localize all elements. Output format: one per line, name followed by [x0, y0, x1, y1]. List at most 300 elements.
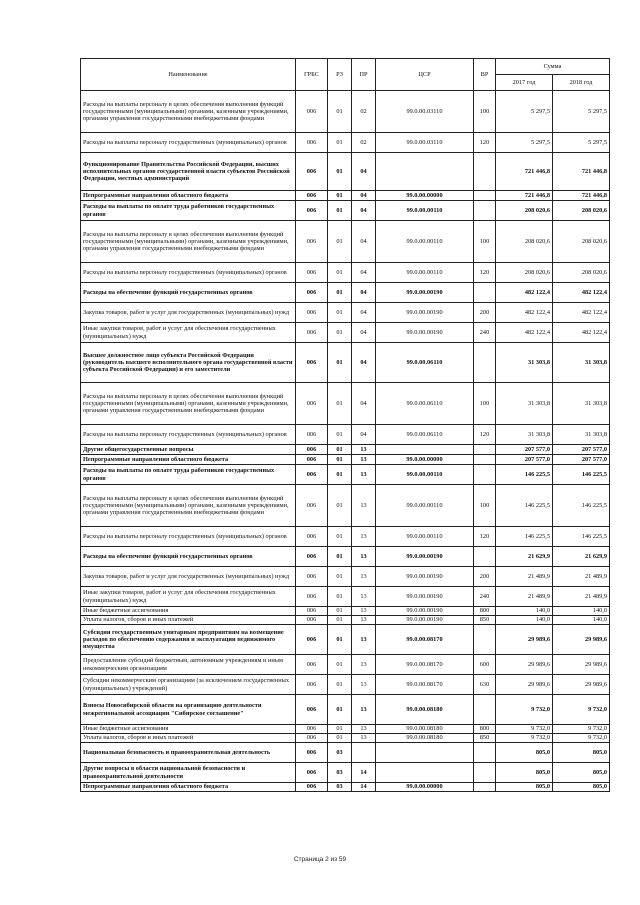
cell-sum-2018: 29 989,6 — [553, 655, 610, 675]
cell-pr: 14 — [352, 763, 376, 783]
cell-grbs: 006 — [296, 763, 328, 783]
cell-grbs: 006 — [296, 323, 328, 343]
cell-vr — [474, 153, 496, 191]
cell-pr: 04 — [352, 201, 376, 221]
cell-name: Закупка товаров, работ и услуг для государственных (муниципальных) нужд — [81, 567, 296, 587]
cell-grbs: 006 — [296, 153, 328, 191]
cell-sum-2018: 29 989,6 — [553, 675, 610, 695]
cell-name: Уплата налогов, сборов и иных платежей — [81, 616, 296, 625]
cell-rz: 01 — [328, 263, 352, 283]
cell-sum-2017: 9 732,0 — [496, 734, 553, 743]
cell-csr: 99.0.00.00190 — [376, 587, 474, 607]
cell-sum-2018: 5 297,5 — [553, 133, 610, 153]
cell-csr: 99.0.00.08180 — [376, 725, 474, 734]
cell-pr: 04 — [352, 153, 376, 191]
cell-rz: 01 — [328, 283, 352, 303]
cell-sum-2017: 29 989,6 — [496, 675, 553, 695]
cell-sum-2018: 140,0 — [553, 616, 610, 625]
cell-grbs: 006 — [296, 133, 328, 153]
table-row — [81, 763, 610, 783]
cell-sum-2017: 146 225,5 — [496, 485, 553, 527]
cell-sum-2017: 805,0 — [496, 783, 553, 792]
cell-rz: 01 — [328, 625, 352, 655]
cell-sum-2017: 721 446,8 — [496, 153, 553, 191]
cell-pr: 13 — [352, 625, 376, 655]
cell-pr: 04 — [352, 343, 376, 383]
cell-csr: 99.0.00.00190 — [376, 547, 474, 567]
cell-name: Национальная безопасность и правоохранительная деятельность — [81, 743, 296, 763]
cell-rz: 01 — [328, 221, 352, 263]
cell-pr: 13 — [352, 695, 376, 725]
cell-pr: 13 — [352, 725, 376, 734]
table-row — [81, 607, 610, 616]
cell-pr: 04 — [352, 283, 376, 303]
cell-vr: 850 — [474, 734, 496, 743]
table-row — [81, 455, 610, 465]
table-row — [81, 567, 610, 587]
cell-rz: 01 — [328, 465, 352, 485]
table-row — [81, 527, 610, 547]
cell-pr: 13 — [352, 675, 376, 695]
cell-rz: 03 — [328, 743, 352, 763]
cell-sum-2018: 31 303,8 — [553, 383, 610, 425]
cell-grbs: 006 — [296, 725, 328, 734]
table-row — [81, 655, 610, 675]
cell-rz: 01 — [328, 303, 352, 323]
cell-csr: 99.0.00.00190 — [376, 616, 474, 625]
cell-grbs: 006 — [296, 547, 328, 567]
cell-sum-2018: 21 629,9 — [553, 547, 610, 567]
cell-vr: 120 — [474, 527, 496, 547]
cell-name: Расходы на выплаты персоналу государственных (муниципальных) органов — [81, 425, 296, 445]
cell-name: Иные бюджетные ассигнования — [81, 725, 296, 734]
cell-name: Расходы на выплаты персоналу государственных (муниципальных) органов — [81, 133, 296, 153]
cell-grbs: 006 — [296, 383, 328, 425]
cell-sum-2018: 207 577,0 — [553, 455, 610, 465]
cell-csr: 99.0.00.00110 — [376, 527, 474, 547]
cell-vr — [474, 783, 496, 792]
cell-pr: 04 — [352, 383, 376, 425]
cell-grbs: 006 — [296, 695, 328, 725]
cell-rz: 01 — [328, 616, 352, 625]
cell-vr — [474, 283, 496, 303]
cell-vr — [474, 445, 496, 455]
table-row — [81, 425, 610, 445]
cell-rz: 01 — [328, 201, 352, 221]
cell-csr: 99.0.00.00110 — [376, 201, 474, 221]
cell-rz: 01 — [328, 425, 352, 445]
cell-rz: 01 — [328, 191, 352, 201]
cell-csr: 99.0.00.08170 — [376, 655, 474, 675]
cell-name: Другие вопросы в области национальной безопасности и правоохранительной деятельности — [81, 763, 296, 783]
cell-name: Иные закупки товаров, работ и услуг для обеспечения государственных (муниципальных) нужд — [81, 587, 296, 607]
cell-vr: 850 — [474, 616, 496, 625]
cell-rz: 01 — [328, 445, 352, 455]
cell-csr: 99.0.00.06110 — [376, 343, 474, 383]
cell-csr — [376, 153, 474, 191]
cell-sum-2018: 208 020,6 — [553, 221, 610, 263]
cell-sum-2017: 805,0 — [496, 763, 553, 783]
table-row — [81, 303, 610, 323]
cell-pr: 04 — [352, 323, 376, 343]
cell-name: Расходы на выплаты персоналу в целях обеспечения выполнения функций государственными (муниципальными) органами, казенными учреждениями, органами управления государственными внебюджетными фондами — [81, 485, 296, 527]
cell-csr: 99.0.00.08180 — [376, 695, 474, 725]
cell-sum-2018: 805,0 — [553, 743, 610, 763]
cell-sum-2017: 208 020,6 — [496, 263, 553, 283]
cell-pr: 13 — [352, 547, 376, 567]
cell-rz: 01 — [328, 734, 352, 743]
cell-sum-2017: 482 122,4 — [496, 283, 553, 303]
cell-name: Расходы на выплаты персоналу государственных (муниципальных) органов — [81, 527, 296, 547]
cell-sum-2017: 9 732,0 — [496, 695, 553, 725]
cell-csr: 99.0.00.08170 — [376, 625, 474, 655]
cell-csr: 99.0.00.00110 — [376, 263, 474, 283]
table-row — [81, 133, 610, 153]
cell-grbs: 006 — [296, 607, 328, 616]
cell-rz: 03 — [328, 783, 352, 792]
cell-grbs: 006 — [296, 263, 328, 283]
cell-pr: 13 — [352, 567, 376, 587]
cell-pr: 13 — [352, 655, 376, 675]
cell-pr — [352, 743, 376, 763]
cell-sum-2018: 482 122,4 — [553, 283, 610, 303]
cell-csr: 99.0.00.08180 — [376, 734, 474, 743]
header-year-2017: 2017 год — [496, 75, 553, 91]
cell-csr: 99.0.00.00190 — [376, 283, 474, 303]
cell-pr: 04 — [352, 221, 376, 263]
cell-grbs: 006 — [296, 675, 328, 695]
cell-csr: 99.0.00.00110 — [376, 221, 474, 263]
cell-name: Расходы на обеспечение функций государственных органов — [81, 283, 296, 303]
cell-sum-2018: 21 489,9 — [553, 567, 610, 587]
cell-name: Другие общегосударственные вопросы — [81, 445, 296, 455]
cell-grbs: 006 — [296, 527, 328, 547]
cell-sum-2017: 208 020,6 — [496, 221, 553, 263]
cell-sum-2018: 9 732,0 — [553, 734, 610, 743]
cell-name: Расходы на выплаты персоналу в целях обеспечения выполнения функций государственными (муниципальными) органами, казенными учреждениями, органами управления государственными внебюджетными фондами — [81, 383, 296, 425]
table-row — [81, 485, 610, 527]
cell-sum-2017: 5 297,5 — [496, 91, 553, 133]
cell-vr — [474, 191, 496, 201]
cell-grbs: 006 — [296, 587, 328, 607]
cell-vr: 100 — [474, 221, 496, 263]
cell-name: Высшее должностное лицо субъекта Российской Федерации (руководитель высшего исполнительного органа государственной власти субъекта Российской Федерации) и его заместители — [81, 343, 296, 383]
cell-pr: 13 — [352, 734, 376, 743]
cell-grbs: 006 — [296, 616, 328, 625]
cell-rz: 01 — [328, 91, 352, 133]
cell-pr: 04 — [352, 425, 376, 445]
header-name: Наименование — [81, 59, 296, 91]
table-row — [81, 465, 610, 485]
cell-name: Взносы Новосибирской области на организацию деятельности межрегиональной ассоциации "Сибирское соглашение" — [81, 695, 296, 725]
cell-csr: 99.0.00.06110 — [376, 425, 474, 445]
cell-sum-2018: 29 989,6 — [553, 625, 610, 655]
cell-grbs: 006 — [296, 567, 328, 587]
cell-grbs: 006 — [296, 455, 328, 465]
cell-vr — [474, 625, 496, 655]
cell-sum-2017: 21 489,9 — [496, 587, 553, 607]
table-row — [81, 383, 610, 425]
cell-vr — [474, 763, 496, 783]
cell-name: Закупка товаров, работ и услуг для государственных (муниципальных) нужд — [81, 303, 296, 323]
cell-rz: 01 — [328, 485, 352, 527]
cell-csr: 99.0.00.00110 — [376, 485, 474, 527]
cell-grbs: 006 — [296, 734, 328, 743]
budget-table — [80, 58, 610, 792]
cell-sum-2017: 5 297,5 — [496, 133, 553, 153]
cell-rz: 01 — [328, 547, 352, 567]
cell-csr: 99.0.00.00190 — [376, 303, 474, 323]
cell-grbs: 006 — [296, 445, 328, 455]
header-sum: Сумма — [496, 59, 610, 75]
cell-grbs: 006 — [296, 743, 328, 763]
cell-name: Предоставление субсидий бюджетным, автономным учреждениям и иным некоммерческим организациям — [81, 655, 296, 675]
cell-rz: 01 — [328, 567, 352, 587]
table-row — [81, 734, 610, 743]
cell-vr: 240 — [474, 587, 496, 607]
table-row — [81, 221, 610, 263]
cell-csr: 99.0.00.00000 — [376, 191, 474, 201]
page-number: Страница 2 из 59 — [293, 856, 347, 863]
cell-sum-2018: 805,0 — [553, 783, 610, 792]
cell-grbs: 006 — [296, 625, 328, 655]
header-pr: ПР — [352, 59, 376, 91]
cell-rz: 01 — [328, 455, 352, 465]
cell-csr: 99.0.00.00190 — [376, 323, 474, 343]
cell-rz: 01 — [328, 675, 352, 695]
cell-grbs: 006 — [296, 485, 328, 527]
cell-vr — [474, 695, 496, 725]
cell-pr: 04 — [352, 191, 376, 201]
cell-sum-2018: 721 446,8 — [553, 191, 610, 201]
cell-name: Непрограммные направления областного бюджета — [81, 455, 296, 465]
cell-pr: 13 — [352, 607, 376, 616]
cell-sum-2017: 207 577,0 — [496, 445, 553, 455]
cell-sum-2018: 805,0 — [553, 763, 610, 783]
cell-grbs: 006 — [296, 201, 328, 221]
cell-rz: 01 — [328, 695, 352, 725]
cell-csr: 99.0.00.03110 — [376, 91, 474, 133]
cell-vr — [474, 465, 496, 485]
cell-rz: 01 — [328, 527, 352, 547]
cell-sum-2017: 207 577,0 — [496, 455, 553, 465]
header-year-2018: 2018 год — [553, 75, 610, 91]
cell-pr: 02 — [352, 91, 376, 133]
header-csr: ЦСР — [376, 59, 474, 91]
cell-csr: 99.0.00.08170 — [376, 675, 474, 695]
cell-rz: 01 — [328, 587, 352, 607]
cell-csr: 99.0.00.00190 — [376, 567, 474, 587]
cell-sum-2018: 721 446,8 — [553, 153, 610, 191]
cell-name: Иные бюджетные ассигнования — [81, 607, 296, 616]
header-grbs: ГРБС — [296, 59, 328, 91]
cell-grbs: 006 — [296, 303, 328, 323]
cell-sum-2018: 9 732,0 — [553, 695, 610, 725]
cell-grbs: 006 — [296, 221, 328, 263]
cell-sum-2017: 29 989,6 — [496, 625, 553, 655]
header-rz: РЗ — [328, 59, 352, 91]
cell-sum-2017: 208 020,6 — [496, 201, 553, 221]
cell-name: Расходы на выплаты по оплате труда работников государственных органов — [81, 201, 296, 221]
cell-sum-2018: 31 303,8 — [553, 425, 610, 445]
cell-pr: 13 — [352, 485, 376, 527]
cell-vr: 120 — [474, 425, 496, 445]
cell-csr: 99.0.00.03110 — [376, 133, 474, 153]
cell-grbs: 006 — [296, 283, 328, 303]
table-row — [81, 675, 610, 695]
cell-name: Расходы на выплаты персоналу государственных (муниципальных) органов — [81, 263, 296, 283]
cell-rz: 01 — [328, 655, 352, 675]
cell-csr: 99.0.00.00110 — [376, 465, 474, 485]
cell-csr: 99.0.00.06110 — [376, 383, 474, 425]
cell-pr: 13 — [352, 616, 376, 625]
cell-sum-2017: 9 732,0 — [496, 725, 553, 734]
cell-pr: 13 — [352, 587, 376, 607]
cell-vr — [474, 547, 496, 567]
cell-grbs: 006 — [296, 343, 328, 383]
table-row — [81, 743, 610, 763]
cell-sum-2018: 146 225,5 — [553, 485, 610, 527]
table-row — [81, 445, 610, 455]
cell-name: Непрограммные направления областного бюджета — [81, 191, 296, 201]
table-row — [81, 263, 610, 283]
cell-name: Иные закупки товаров, работ и услуг для обеспечения государственных (муниципальных) нужд — [81, 323, 296, 343]
cell-sum-2017: 146 225,5 — [496, 527, 553, 547]
cell-sum-2018: 140,0 — [553, 607, 610, 616]
cell-grbs: 006 — [296, 465, 328, 485]
cell-vr: 200 — [474, 567, 496, 587]
cell-vr: 200 — [474, 303, 496, 323]
cell-rz: 03 — [328, 763, 352, 783]
cell-pr: 13 — [352, 445, 376, 455]
header-vr: ВР — [474, 59, 496, 91]
table-row — [81, 153, 610, 191]
cell-vr: 100 — [474, 383, 496, 425]
cell-sum-2018: 482 122,4 — [553, 323, 610, 343]
cell-grbs: 006 — [296, 191, 328, 201]
cell-grbs: 006 — [296, 91, 328, 133]
cell-sum-2017: 140,0 — [496, 616, 553, 625]
cell-sum-2018: 207 577,0 — [553, 445, 610, 455]
cell-sum-2018: 482 122,4 — [553, 303, 610, 323]
cell-sum-2017: 31 303,8 — [496, 425, 553, 445]
table-row — [81, 695, 610, 725]
table-row — [81, 587, 610, 607]
cell-name: Уплата налогов, сборов и иных платежей — [81, 734, 296, 743]
cell-sum-2018: 21 489,9 — [553, 587, 610, 607]
table-row — [81, 283, 610, 303]
cell-vr: 120 — [474, 263, 496, 283]
cell-rz: 01 — [328, 725, 352, 734]
cell-rz: 01 — [328, 607, 352, 616]
cell-vr: 630 — [474, 675, 496, 695]
cell-csr: 99.0.00.00190 — [376, 607, 474, 616]
cell-grbs: 006 — [296, 783, 328, 792]
cell-vr: 800 — [474, 725, 496, 734]
cell-sum-2018: 208 020,6 — [553, 201, 610, 221]
cell-sum-2018: 208 020,6 — [553, 263, 610, 283]
table-row — [81, 91, 610, 133]
cell-rz: 01 — [328, 343, 352, 383]
cell-rz: 01 — [328, 323, 352, 343]
table-row — [81, 191, 610, 201]
cell-sum-2018: 31 303,8 — [553, 343, 610, 383]
cell-csr — [376, 763, 474, 783]
cell-rz: 01 — [328, 153, 352, 191]
cell-sum-2017: 21 629,9 — [496, 547, 553, 567]
table-row — [81, 616, 610, 625]
cell-pr: 04 — [352, 303, 376, 323]
cell-sum-2018: 146 225,5 — [553, 527, 610, 547]
cell-csr: 99.0.00.00000 — [376, 783, 474, 792]
cell-pr: 13 — [352, 465, 376, 485]
cell-name: Непрограммные направления областного бюджета — [81, 783, 296, 792]
cell-vr — [474, 743, 496, 763]
table-row — [81, 201, 610, 221]
cell-sum-2018: 9 732,0 — [553, 725, 610, 734]
table-row — [81, 725, 610, 734]
cell-vr — [474, 201, 496, 221]
cell-pr: 02 — [352, 133, 376, 153]
table-row — [81, 783, 610, 792]
cell-rz: 01 — [328, 133, 352, 153]
cell-sum-2018: 5 297,5 — [553, 91, 610, 133]
cell-sum-2017: 805,0 — [496, 743, 553, 763]
cell-name: Субсидии некоммерческим организациям (за исключением государственных (муниципальных) учреждений) — [81, 675, 296, 695]
cell-sum-2017: 721 446,8 — [496, 191, 553, 201]
cell-vr — [474, 455, 496, 465]
cell-sum-2017: 31 303,8 — [496, 343, 553, 383]
cell-grbs: 006 — [296, 655, 328, 675]
table-row — [81, 343, 610, 383]
cell-vr: 100 — [474, 91, 496, 133]
table-body — [81, 91, 610, 792]
table-row — [81, 323, 610, 343]
cell-csr — [376, 445, 474, 455]
cell-pr: 14 — [352, 783, 376, 792]
cell-sum-2017: 482 122,4 — [496, 303, 553, 323]
cell-sum-2018: 146 225,5 — [553, 465, 610, 485]
cell-pr: 13 — [352, 455, 376, 465]
cell-sum-2017: 140,0 — [496, 607, 553, 616]
cell-pr: 04 — [352, 263, 376, 283]
cell-vr: 600 — [474, 655, 496, 675]
cell-name: Функционирование Правительства Российской Федерации, высших исполнительных органов государственной власти субъектов Российской Федерации, местных администраций — [81, 153, 296, 191]
cell-pr: 13 — [352, 527, 376, 547]
cell-sum-2017: 29 989,6 — [496, 655, 553, 675]
cell-csr — [376, 743, 474, 763]
cell-csr: 99.0.00.00000 — [376, 455, 474, 465]
cell-vr: 100 — [474, 485, 496, 527]
table-row — [81, 547, 610, 567]
cell-name: Расходы на выплаты персоналу в целях обеспечения выполнения функций государственными (муниципальными) органами, казенными учреждениями, органами управления государственными внебюджетными фондами — [81, 91, 296, 133]
cell-vr: 240 — [474, 323, 496, 343]
cell-sum-2017: 146 225,5 — [496, 465, 553, 485]
cell-name: Расходы на обеспечение функций государственных органов — [81, 547, 296, 567]
cell-vr — [474, 343, 496, 383]
cell-name: Расходы на выплаты персоналу в целях обеспечения выполнения функций государственными (муниципальными) органами, казенными учреждениями, органами управления государственными внебюджетными фондами — [81, 221, 296, 263]
cell-vr: 800 — [474, 607, 496, 616]
cell-name: Расходы на выплаты по оплате труда работников государственных органов — [81, 465, 296, 485]
cell-sum-2017: 21 489,9 — [496, 567, 553, 587]
table-row — [81, 625, 610, 655]
cell-rz: 01 — [328, 383, 352, 425]
cell-sum-2017: 31 303,8 — [496, 383, 553, 425]
cell-vr: 120 — [474, 133, 496, 153]
cell-sum-2017: 482 122,4 — [496, 323, 553, 343]
cell-name: Субсидии государственным унитарным предприятиям на возмещение расходов по обеспечению содержания и эксплуатации недвижимого имущества — [81, 625, 296, 655]
cell-grbs: 006 — [296, 425, 328, 445]
